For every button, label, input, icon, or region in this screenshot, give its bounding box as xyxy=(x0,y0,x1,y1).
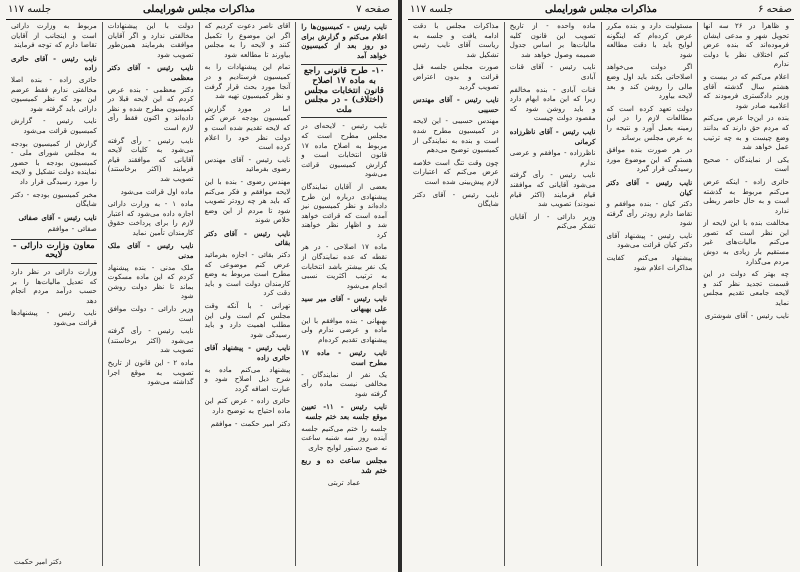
text-column xyxy=(408,22,504,566)
paragraph: مخالفت بنده با این لایحه از این نظر است که تصور می‌کنم مالیات‌های غیر مستقیم بار زیادی به دوش مردم می‌گذارد xyxy=(703,219,789,266)
paragraph: صفائی - موافقم xyxy=(47,225,97,234)
header-session: جلسه ۱۱۷ xyxy=(410,4,454,15)
paragraph: ناظرزاده - موافقم و عرضی ندارم xyxy=(509,149,596,167)
paragraph: وزارت دارائی در نظر دارد که تعدیل مالیات‌ها را بر حسب درآمد مردم انجام دهد xyxy=(11,268,97,305)
paragraph: نایب رئیس - پیشنهاد آقای دکتر کیان قرائت می‌شود xyxy=(606,231,693,250)
paragraph: نایب رئیس - پیشنهادها قرائت می‌شود xyxy=(11,309,97,328)
speaker-paragraph: نایب رئیس - آقای دکتر معظمی xyxy=(107,63,194,82)
text-column xyxy=(504,22,601,566)
right-page-columns xyxy=(408,22,794,566)
speaker-paragraph: نایب رئیس - آقای دکتر کیان xyxy=(606,177,693,197)
speaker-paragraph: نایب رئیس - آقای ملک مدنی xyxy=(107,241,194,261)
paragraph: آقای ناصر دعوت کردیم که اگر این موضوع را تکمیل کنند و لایحه را به مجلس بیاورند تا مطالعه شود xyxy=(204,22,291,59)
paragraph: دکتر کیان - بنده موافقم و تقاضا دارم زودتر رأی گرفته شود xyxy=(606,200,693,228)
paragraph: دکتر معظمی - بنده عرض کردم که این لایحه قبلا در کمیسیون مطرح شده و نظر داده‌اند و اکنون فقط رأی لازم است xyxy=(107,85,194,132)
paragraph: وزیر دارائی - از آقایان تشکر می‌کنم xyxy=(509,212,596,231)
paragraph: نایب رئیس - آقای شوشتری xyxy=(704,311,789,320)
paragraph: حائری زاده - اینکه عرض می‌کنم مربوط به گذشته است و به حال حاضر ربطی ندارد xyxy=(703,177,789,215)
paragraph: ماده واحده - از تاریخ تصویب این قانون کلیه مالیات‌ها بر اساس جدول ضمیمه وصول خواهد شد xyxy=(509,22,596,59)
left-page xyxy=(0,0,398,572)
speaker-paragraph: نایب رئیس - آقای دکتر بقائی xyxy=(204,228,291,248)
header-title: مذاکرات مجلس شورایملی xyxy=(544,4,658,15)
paragraph: دکتر امیر حکمت - موافقم xyxy=(210,419,291,428)
paragraph: عماد تربتی xyxy=(327,478,361,487)
paragraph: دولت با این پیشنهادات مخالفتی ندارد و اگر آقایان موافقت بفرمایند همین‌طور تصویب شود xyxy=(107,22,194,59)
paragraph: تهرانی - با آنکه وقت مجلس کم است ولی این مطلب اهمیت دارد و باید رسیدگی شود xyxy=(204,302,291,339)
paragraph: مخبر کمیسیون بودجه - دکتر شایگان xyxy=(11,190,97,209)
text-column xyxy=(295,22,392,566)
signature-line: دکتر امیر حکمت xyxy=(14,558,62,566)
paragraph: اگر دولت می‌خواهد اصلاحاتی بکند باید اول وضع مالی را روشن کند و بعد لایحه بیاورد xyxy=(606,63,693,101)
paragraph: پیشنهاد می‌کنم ماده به شرح ذیل اصلاح شود و عبارت اضافه گردد xyxy=(204,365,291,393)
paragraph: ملک مدنی - بنده پیشنهاد کردم که این ماده مسکوت بماند تا نظر دولت روشن شود xyxy=(107,263,194,301)
header-session: جلسه ۱۱۷ xyxy=(8,4,52,15)
header-title: مذاکرات مجلس شورایملی xyxy=(142,4,256,15)
paragraph: تمام این پیشنهادات را به کمیسیون فرستادیم و در آنجا مورد بحث قرار گرفت و نظر کمیسیون تهیه شد xyxy=(204,63,291,101)
paragraph: نایب رئیس - گزارش کمیسیون قرائت می‌شود xyxy=(11,117,97,135)
paragraph: دولت تعهد کرده است که مطالعات لازم را در این زمینه بعمل آورد و نتیجه را به عرض مجلس برساند xyxy=(606,104,693,142)
speaker-paragraph: نایب رئیس - پیشنهاد آقای حائری زاده xyxy=(204,343,291,362)
paragraph: وزیر دارائی - دولت موافق است xyxy=(107,305,194,323)
paragraph: مهندس حسیبی - این لایحه در کمیسیون مطرح شده است و بنده به نمایندگی از کمیسیون توضیح می‌دهم xyxy=(413,117,499,155)
paragraph: نایب رئیس - رأی گرفته می‌شود آقایانی که موافقند قیام فرمایند (اکثر قیام نمودند) تصویب شد xyxy=(509,171,596,209)
paragraph: مسئولیت دارد و بنده مکرر عرض کرده‌ام که اینگونه لوایح باید با دقت مطالعه شود xyxy=(606,22,693,59)
right-page-header xyxy=(408,2,794,20)
paragraph: بهبهانی - بنده موافقم با این ماده و عرضی ندارم ولی پیشنهادی تقدیم کرده‌ام xyxy=(301,316,387,344)
paragraph: ماده ۲ - این قانون از تاریخ تصویب به موقع اجرا گذاشته می‌شود xyxy=(107,359,194,387)
paragraph: جلسه را ختم می‌کنیم جلسه آینده روز سه شنبه ساعت نه صبح دستور لوایح جاری xyxy=(301,424,387,452)
paragraph: دکتر بقائی - اجازه بفرمائید عرض کنم موضوعی که مطرح است مربوط به وضع کارمندان دولت است و باید دقت کرد xyxy=(204,251,291,298)
right-page xyxy=(402,0,800,572)
left-page-header xyxy=(6,2,392,20)
text-column xyxy=(601,22,698,566)
paragraph: و ظاهراً در ۲۶ سه آنها تحویل شهر و مدعی ایشان فرموده‌اند که بنده عرض کنم اختلاف نظر با دولت ندارم xyxy=(703,22,789,69)
speaker-paragraph: نایب رئیس - آقای ناظرزاده کرمانی xyxy=(509,126,596,146)
paragraph: حائری زاده - عرض کنم این ماده احتیاج به توضیح دارد xyxy=(204,397,291,415)
paragraph: مجلس ساعت ده و ربع ختم شد xyxy=(301,456,387,475)
speaker-paragraph: نایب رئیس - آقای میر سید علی بهبهانی xyxy=(301,294,387,314)
text-column xyxy=(199,22,296,566)
left-page-columns xyxy=(6,22,392,566)
speaker-paragraph: نایب رئیس - آقای مهندس حسیبی xyxy=(413,95,499,114)
paragraph: نایب رئیس - آقای قنات آبادی xyxy=(509,63,596,81)
text-column xyxy=(102,22,199,566)
paragraph: مذاکرات مجلس با دقت ادامه یافت و جلسه به ریاست آقای نایب رئیس تشکیل شد xyxy=(413,22,499,59)
paragraph: اعلام می‌کنم که در بیست و هشتم سال گذشته آقای وزیر دادگستری فرمودند که اعلامیه صادر شود xyxy=(703,72,789,110)
paragraph: مربوط به وزارت دارائی است و اینجانب از آقایان تقاضا دارم که توجه فرمایند xyxy=(11,22,97,50)
speaker-paragraph: نایب رئیس - ۱۱- تعیین موقع جلسه بعد ختم جلسه xyxy=(301,402,387,421)
paragraph: بنده در این‌جا عرض می‌کنم که مردم حق دارند که بدانند وضع چیست و به چه ترتیب عمل خواهد شد xyxy=(703,114,789,152)
paragraph: نایب رئیس - لایحه‌ای در مجلس مطرح است که مربوط به اصلاح ماده ۱۷ قانون انتخابات است و گزارش کمیسیون قرائت می‌شود xyxy=(301,122,387,179)
paragraph: پیشنهاد می‌کنم کفایت مذاکرات اعلام شود xyxy=(606,254,693,272)
paragraph: اما در مورد گزارش کمیسیون بودجه عرض کنم که لایحه تقدیم شده است و دولت نظر خود را اعلام کرده است xyxy=(204,104,291,152)
header-page-number: صفحه ۶ xyxy=(758,4,792,15)
paragraph: نایب رئیس - رأی گرفته می‌شود به کلیات لایحه آقایانی که موافقند قیام فرمایند (اکثر برخاستند) تصویب شد xyxy=(107,136,194,183)
speaker-paragraph: نایب رئیس - ماده ۱۷ مطرح است xyxy=(301,348,387,367)
paragraph: ماده ۱۷ اصلاحی - در هر نقطه که عده نمایندگان از یک نفر بیشتر باشد انتخابات به ترتیب اکثریت نسبی انجام می‌شود xyxy=(301,243,387,290)
paragraph: نایب رئیس - رأی گرفته می‌شود (اکثر برخاستند) تصویب شد xyxy=(107,327,194,355)
paragraph: گزارش از کمیسیون بودجه به مجلس شورای ملی - کمیسیون بودجه با حضور نماینده دولت تشکیل و لایحه را مورد رسیدگی قرار داد xyxy=(11,139,97,186)
paragraph: صورت مجلس جلسه قبل قرائت و بدون اعتراض تصویب گردید xyxy=(413,63,499,91)
speaker-paragraph: نایب رئیس - آقای حائری زاده xyxy=(11,53,97,73)
paragraph: در هر صورت بنده موافق هستم که این موضوع مورد رسیدگی قرار گیرد xyxy=(606,146,693,174)
header-page-number: صفحه ۷ xyxy=(356,4,390,15)
paragraph: قنات آبادی - بنده مخالفم زیرا که این ماده ابهام دارد و باید روشن شود که مقصود دولت چیست xyxy=(509,85,596,123)
speaker-paragraph: نایب رئیس - کمیسیون‌ها را اعلام می‌کنم و گزارش برای دو روز بعد از کمیسیون خواهد آمد xyxy=(301,22,387,60)
paragraph: یک نفر از نمایندگان - مخالفی نیست ماده رأی گرفته شود xyxy=(301,370,387,398)
text-column xyxy=(6,22,102,566)
paragraph: یکی از نمایندگان - صحیح است xyxy=(703,155,789,174)
section-heading: معاون وزارت دارائی - لایحه xyxy=(11,239,97,264)
paragraph: ماده اول قرائت می‌شود xyxy=(120,187,194,196)
paragraph: مهندس رضوی - بنده با این لایحه موافقم و فکر می‌کنم که باید هر چه زودتر تصویب شود تا مردم از این وضع خلاص شوند xyxy=(204,177,291,225)
paragraph: ماده ۱ - به وزارت دارائی اجازه داده می‌شود که اعتبار لازم را برای پرداخت حقوق کارمندان تأمین نماید xyxy=(107,200,194,237)
section-heading: ۱۰- طرح قانونی راجع به ماده ۱۷ اصلاح قانون انتخابات مجلس (اختلاف) - در مجلس ملت xyxy=(301,64,387,118)
paragraph: نایب رئیس - آقای مهندس رضوی بفرمائید xyxy=(204,155,291,174)
text-column xyxy=(697,22,794,566)
speaker-paragraph: نایب رئیس - آقای صفائی xyxy=(18,212,97,222)
paragraph: حائری زاده - بنده اصلا مخالفتی ندارم فقط عرضم این بود که نظر کمیسیون دارائی باید گرفته شود xyxy=(11,75,97,113)
paragraph: نایب رئیس - آقای دکتر شایگان xyxy=(413,190,499,209)
paragraph: بعضی از آقایان نمایندگان پیشنهادی درباره این طرح داده‌اند و نظر کمیسیون نیز آمده است که قرائت خواهد شد و اظهار نظر خواهند کرد xyxy=(301,182,387,239)
paragraph: چه بهتر که دولت در این قسمت تجدید نظر کند و لایحه جامعی تقدیم مجلس نماید xyxy=(703,270,789,308)
paragraph: چون وقت تنگ است خلاصه عرض می‌کنم که اعتبارات لازم پیش‌بینی شده است xyxy=(413,158,499,186)
